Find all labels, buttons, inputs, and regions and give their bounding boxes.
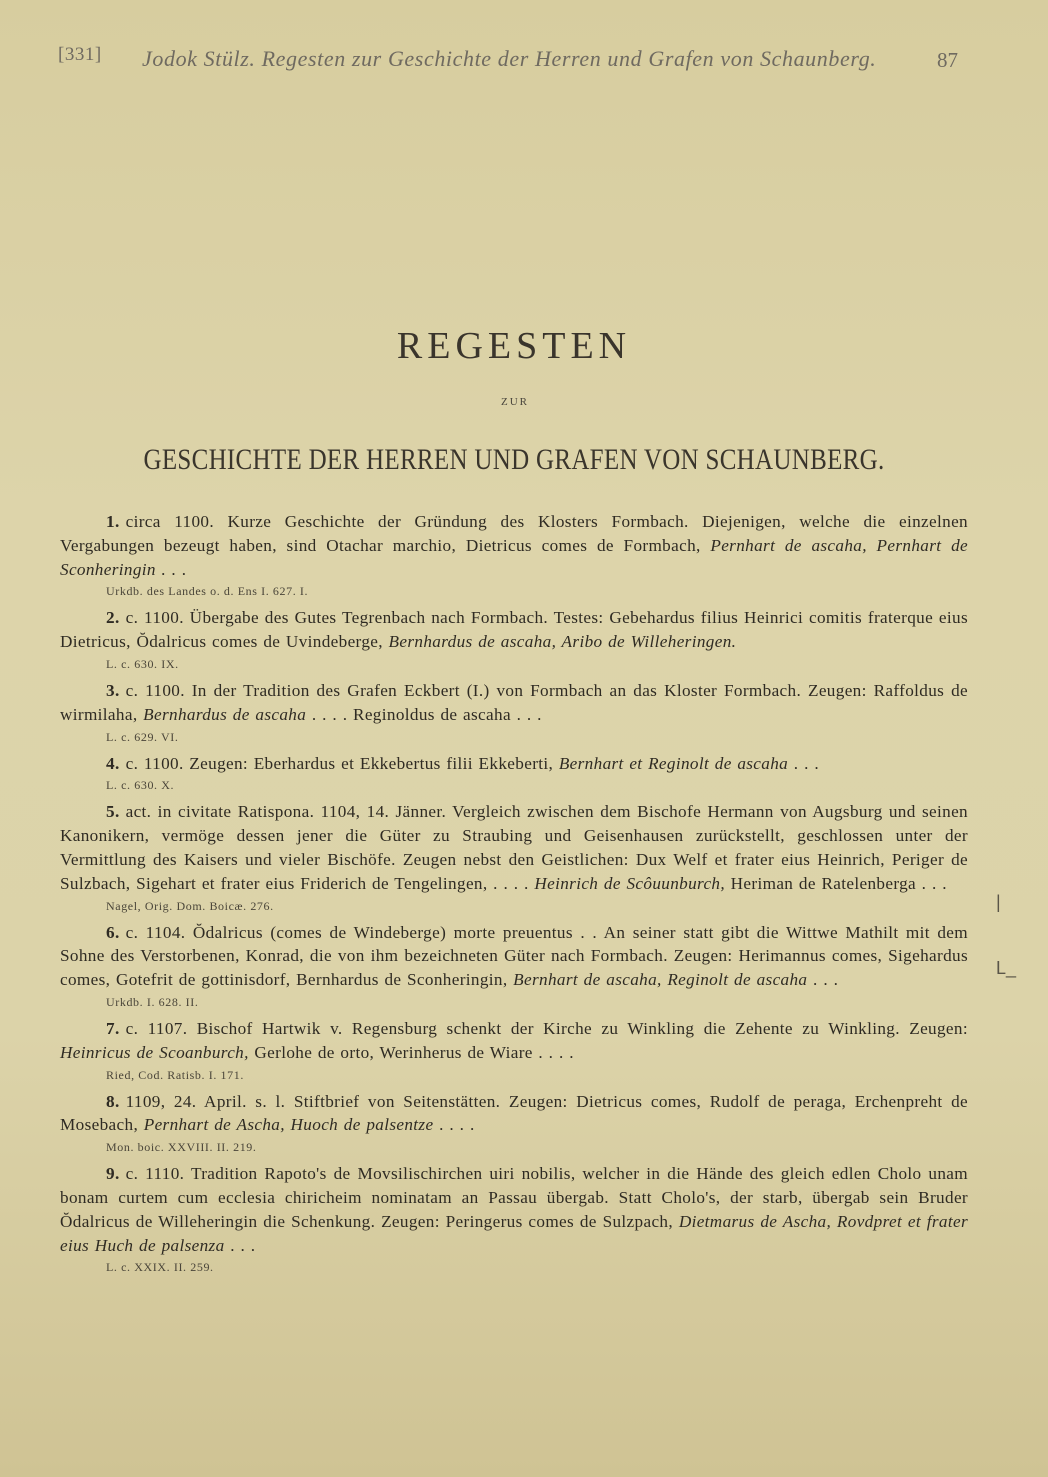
margin-mark-a: | <box>996 892 1001 912</box>
entry-names: Heinricus de Scoanburch, <box>60 1042 249 1062</box>
page-subtitle: GESCHICHTE DER HERREN UND GRAFEN VON SCHAUNBERG. <box>143 444 885 476</box>
entry-text-after: Heriman de Ratelenberga . . . <box>725 873 947 893</box>
entry-names: Pernhart de Ascha, Huoch de palsentze <box>143 1115 434 1135</box>
entry-body <box>60 606 968 654</box>
entry-names: Bernhart et Reginolt de ascaha <box>558 753 789 773</box>
regest-entry-1 <box>60 510 968 600</box>
entry-source: Urkdb. I. 628. II. <box>106 994 199 1009</box>
entry-body <box>60 1090 968 1138</box>
entry-number: 8. <box>106 1091 120 1111</box>
entry-source: Ried, Cod. Ratisb. I. 171. <box>106 1067 244 1082</box>
entry-names: Bernhardus de ascaha <box>143 704 307 724</box>
entry-text-after: Gerlohe de orto, Werinherus de Wiare . . . . <box>248 1042 574 1062</box>
entry-source: Nagel, Orig. Dom. Boicæ. 276. <box>106 898 274 913</box>
running-head-title: Jodok Stülz. Regesten zur Geschichte der Herren und Grafen von Schaunberg. <box>142 46 877 71</box>
entry-body <box>60 510 968 581</box>
regest-entry-7 <box>60 1017 968 1084</box>
entry-text: c. 1107. Bischof Hartwik v. Regensburg schenkt der Kirche zu Winkling die Zehente zu Winkling. Zeugen: <box>125 1018 968 1038</box>
entry-source: Mon. boic. XXVIII. II. 219. <box>106 1140 257 1155</box>
entry-text-after: . . . <box>788 753 820 773</box>
entry-text: 1109, 24. April. s. l. Stiftbrief von Seitenstätten. Zeugen: Dietricus comes, Rudolf de peraga, Erchenpreht de Mosebach, <box>60 1091 968 1135</box>
entry-text-after: . . . <box>807 970 839 990</box>
entry-names: Dietmarus de Ascha, Rovdpret et frater eius Huch de palsenza <box>60 1211 969 1255</box>
entry-text: circa 1100. Kurze Geschichte der Gründung des Klosters Formbach. Diejenigen, welche die einzelnen Vergabungen bezeugt haben, sind Otachar marchio, Dietricus comes de Formbach, <box>60 512 968 555</box>
entry-body <box>60 679 968 727</box>
entry-source: L. c. 630. IX. <box>106 656 179 671</box>
regest-entry-6 <box>60 921 968 1011</box>
regest-entry-3 <box>60 679 968 746</box>
entry-source: L. c. 630. X. <box>106 778 175 793</box>
regest-entry-2 <box>60 606 968 673</box>
entry-number: 6. <box>106 922 120 942</box>
entry-number: 7. <box>106 1018 120 1038</box>
entry-text-after: . . . . Reginoldus de ascaha . . . <box>306 704 542 724</box>
regest-entry-5 <box>60 800 968 914</box>
entry-number: 4. <box>106 753 120 773</box>
entry-source: L. c. XXIX. II. 259. <box>106 1260 214 1275</box>
entry-number: 9. <box>106 1164 120 1184</box>
entry-names: Bernhart de ascaha, Reginolt de ascaha <box>513 970 808 990</box>
entry-source: L. c. 629. VI. <box>106 729 179 744</box>
margin-mark-b: L_ <box>996 958 1017 978</box>
entry-number: 3. <box>106 680 120 700</box>
entry-body <box>60 1162 968 1257</box>
entry-number: 5. <box>106 802 120 822</box>
entry-text-after: . . . . <box>433 1115 475 1135</box>
running-head <box>58 44 958 84</box>
entry-text: c. 1100. In der Tradition des Grafen Eckbert (I.) von Formbach an das Kloster Formbach. Zeugen: Raffoldus de wirmilaha, <box>60 680 968 724</box>
entry-number: 2. <box>106 608 120 628</box>
entry-text: c. 1100. Zeugen: Eberhardus et Ekkebertus filii Ekkeberti, <box>125 753 559 773</box>
regest-entry-4 <box>60 752 968 795</box>
running-head-bracket: [331] <box>58 44 102 65</box>
regest-entry-9 <box>60 1162 968 1276</box>
entry-number: 1. <box>106 512 120 531</box>
entry-names: Heinrich de Scôuunburch, <box>534 873 726 893</box>
entry-text-after: . . . <box>224 1235 256 1255</box>
regest-entry-8 <box>60 1090 968 1157</box>
entry-text: c. 1100. Übergabe des Gutes Tegrenbach nach Formbach. Testes: Gebehardus filius Heinrici comitis fraterque eius Dietricus, Ŏdalricus comes de Uvindeberge, <box>60 608 968 652</box>
entry-body <box>60 800 968 895</box>
title-connector: ZUR <box>501 396 529 408</box>
entry-body <box>60 1017 968 1065</box>
regesten-list <box>60 510 968 1282</box>
page-number: 87 <box>937 48 958 72</box>
entry-names: Bernhardus de ascaha, Aribo de Willeheringen. <box>388 632 737 652</box>
entry-text: c. 1110. Tradition Rapoto's de Movsilischirchen uiri nobilis, welcher in die Hände des gleich edlen Cholo unam bonam curtem cum ecclesia chiricheim nominatam an Passau übergab. Statt Cholo's, der starb, übergab sein Bruder Ŏdalricus de Willeheringin die Schenkung. Zeugen: Peringerus comes de Sulzpach, <box>60 1164 968 1231</box>
page-title: REGESTEN <box>396 325 632 367</box>
entry-body <box>60 921 968 992</box>
entry-body <box>60 752 968 776</box>
entry-source: Urkdb. des Landes o. d. Ens I. 627. I. <box>106 584 309 599</box>
entry-names: Pernhart de ascaha, Pernhart de Sconheringin . . . <box>60 535 968 579</box>
entry-text: act. in civitate Ratispona. 1104, 14. Jänner. Vergleich zwischen dem Bischofe Hermann von Augsburg und seinen Kanonikern, vermöge dessen jener die Güter zu Straubing und Geisenhausen zurückstellt, geschlossen unter der Vermittlung des Kaisers und vieler Bischöfe. Zeugen nebst den Geistlichen: Dux Welf et frater eius Heinrich, Periger de Sulzbach, Sigehart et frater eius Friderich de Tengelingen, . . . . <box>60 802 968 893</box>
entry-text: c. 1104. Ŏdalricus (comes de Windeberge) morte preuentus . . An seiner statt gibt die Wittwe Mathilt mit dem Sohne des Verstorbenen, Konrad, die von ihm bezeichneten Güter nach Formbach. Zeugen: Herimannus comes, Sigehardus comes, Gotefrit de gottinisdorf, Bernhardus de Sconheringin, <box>60 922 968 990</box>
